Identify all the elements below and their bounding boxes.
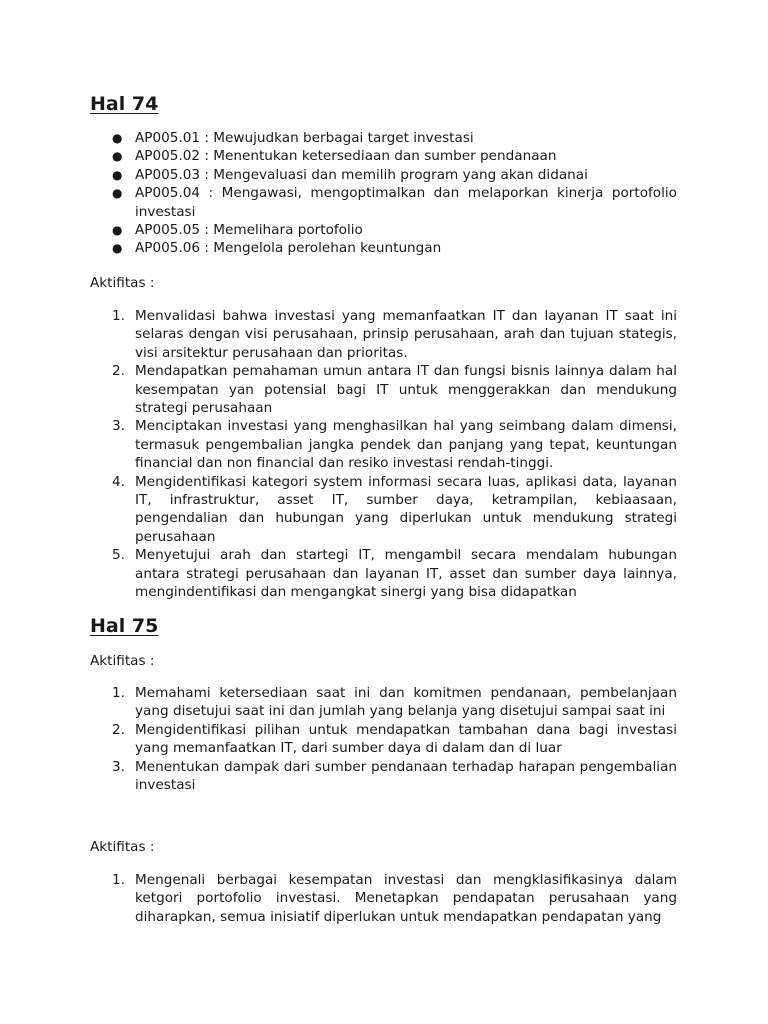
- list-item: 3. Menciptakan investasi yang menghasilkan hal yang seimbang dalam dimensi, termasuk pengembalian jangka pendek dan panjang yang tepat, keuntungan financial dan non financial dan resiko investasi rendah-tinggi.: [112, 418, 677, 472]
- bullet-icon: ●: [112, 149, 123, 164]
- list-item: ● AP005.06 : Mengelola perolehan keuntungan: [112, 240, 442, 257]
- activities-list: [90, 307, 677, 602]
- list-item: 2. Mendapatkan pemahaman umun antara IT dan fungsi bisnis lainnya dalam hal kesempatan yan potensial bagi IT untuk menggerakkan dan mendukung strategi perusahaan: [112, 363, 677, 417]
- list-item: 1. Menvalidasi bahwa investasi yang memanfaatkan IT dan layanan IT saat ini selaras dengan visi perusahaan, prinsip perusahaan, arah dan tujuan stategis, visi arsitektur perusahaan dan prioritas.: [112, 308, 677, 361]
- bullet-icon: ●: [112, 186, 123, 201]
- list-item: 5. Menyetujui arah dan startegi IT, mengambil secara mendalam hubungan antara strategi perusahaan dan layanan IT, asset dan sumber daya lainnya, mengindentifikasi dan mengangkat sinergi yang bisa didapatkan: [112, 547, 677, 601]
- bullet-icon: ●: [112, 241, 123, 256]
- list-item: ● AP005.05 : Memelihara portofolio: [112, 222, 363, 239]
- list-item: 2. Mengidentifikasi pilihan untuk mendapatkan tambahan dana bagi investasi yang memanfaatkan IT, dari sumber daya di dalam dan di luar: [112, 721, 677, 757]
- list-item: ● AP005.03 : Mengevaluasi dan memilih program yang akan didanai: [112, 166, 588, 183]
- activities-label: Aktifitas :: [90, 839, 155, 855]
- list-item: ● AP005.04 : Mengawasi, mengoptimalkan dan melaporkan kinerja portofolio investasi: [112, 185, 677, 220]
- section-heading-hal-74: Hal 74: [90, 93, 159, 115]
- activities-label: Aktifitas :: [90, 653, 155, 669]
- list-item: 1. Mengenali berbagai kesempatan investasi dan mengklasifikasinya dalam ketgori portofolio investasi. Menetapkan pendapatan perusahaan yang diharapkan, semua inisiatif diperlukan untuk mendapatkan pendapatan yang: [112, 872, 677, 925]
- bullet-icon: ●: [112, 131, 123, 145]
- list-item: ● AP005.01 : Mewujudkan berbagai target investasi: [112, 130, 474, 146]
- bullet-icon: ●: [112, 223, 123, 238]
- objectives-list: [90, 129, 677, 258]
- list-item: 1. Memahami ketersediaan saat ini dan komitmen pendanaan, pembelanjaan yang disetujui saat ini dan jumlah yang belanja yang disetujui sampai saat ini: [112, 685, 677, 720]
- list-item: ● AP005.02 : Menentukan ketersediaan dan sumber pendanaan: [112, 148, 557, 165]
- activities-list: [90, 684, 677, 794]
- list-item: 3. Menentukan dampak dari sumber pendanaan terhadap harapan pengembalian investasi: [112, 758, 677, 794]
- list-item: 4. Mengidentifikasi kategori system informasi secara luas, aplikasi data, layanan IT, infrastruktur, asset IT, sumber daya, ketrampilan, kebiaasaan, pengendalian dan hubungan yang diperlukan untuk mendukung strategi perusahaan: [112, 473, 677, 545]
- section-heading-hal-75: Hal 75: [90, 615, 159, 637]
- activities-list: [90, 871, 677, 926]
- activities-label: Aktifitas :: [90, 275, 155, 291]
- bullet-icon: ●: [112, 167, 123, 182]
